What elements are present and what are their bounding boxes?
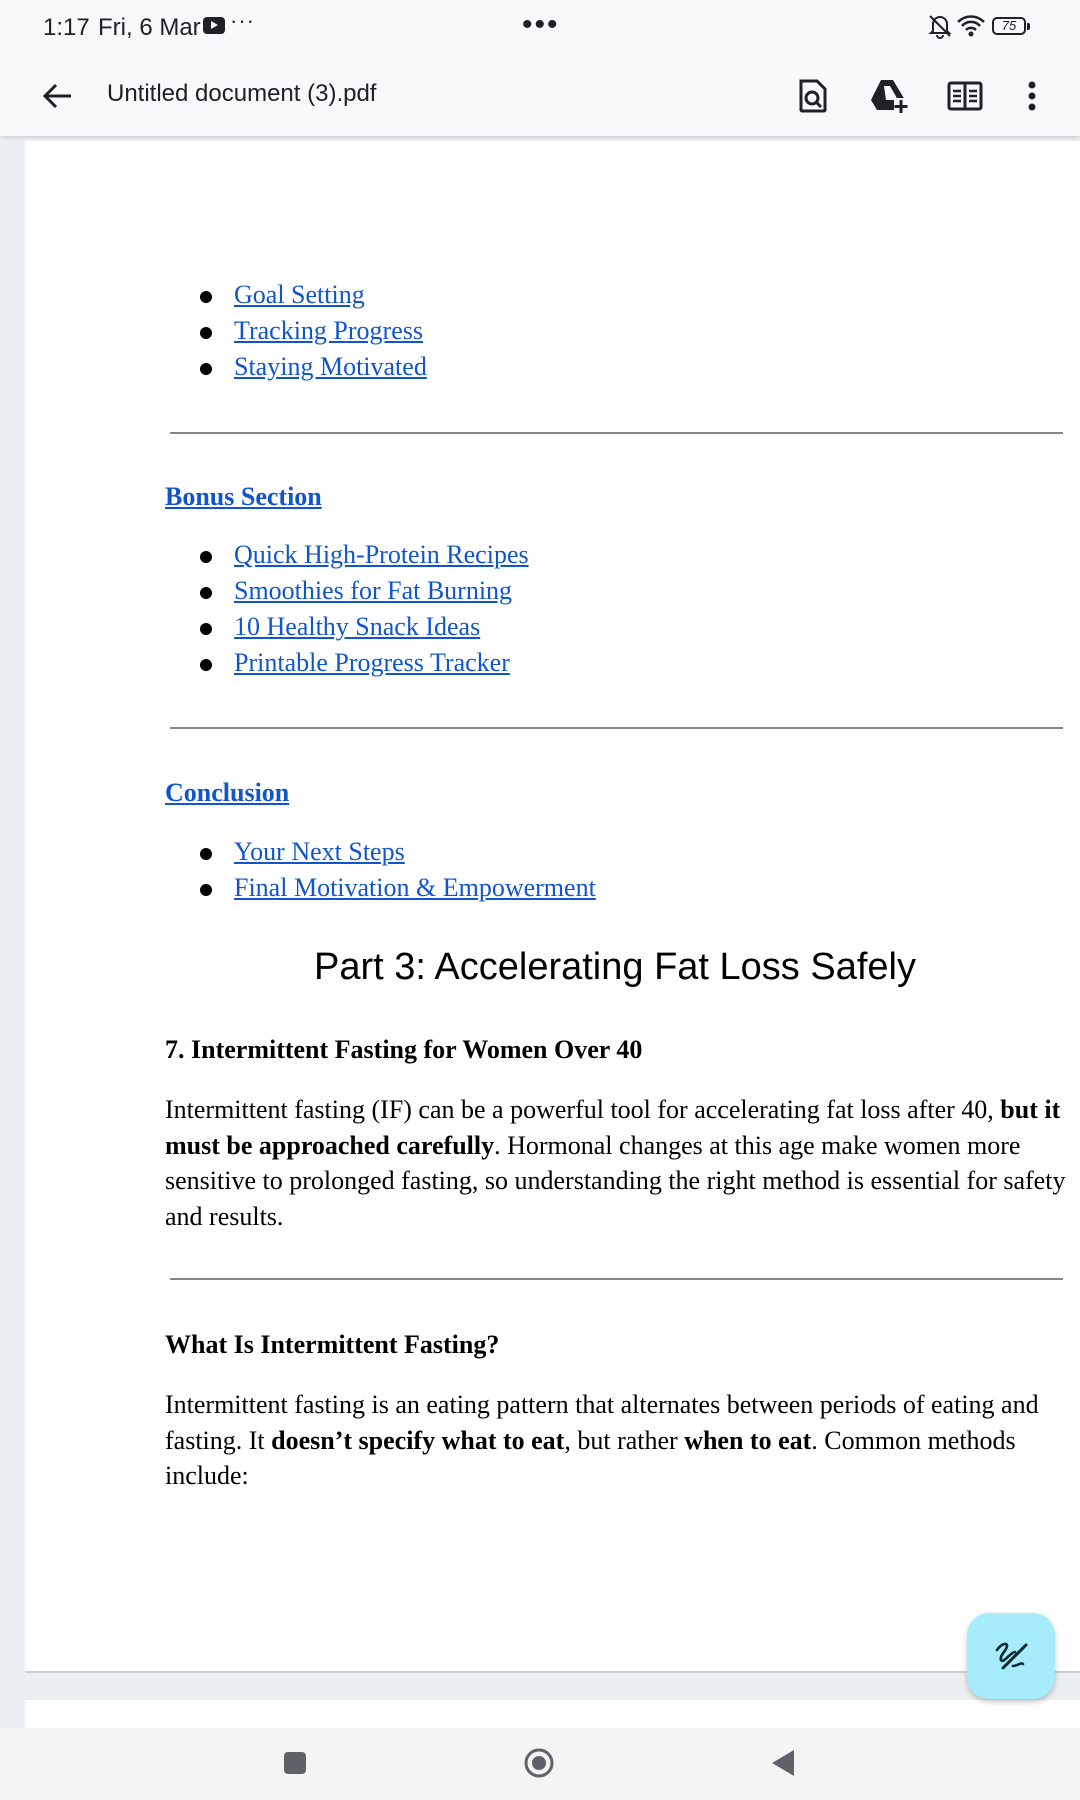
notifications-muted-icon (926, 12, 954, 40)
part-heading: Part 3: Accelerating Fat Loss Safely (314, 946, 916, 988)
back-arrow-icon[interactable] (40, 78, 76, 114)
status-bar (0, 0, 1080, 56)
toc-link[interactable]: Tracking Progress (234, 316, 423, 345)
find-in-file-icon (797, 79, 829, 113)
status-center-dots: ••• (522, 8, 560, 41)
list-item[interactable] (234, 873, 596, 903)
toc-link[interactable]: Quick High-Protein Recipes (234, 540, 529, 569)
more-notifications-icon: ··· (230, 8, 255, 33)
divider (170, 727, 1063, 729)
conclusion-link[interactable]: Conclusion (165, 778, 290, 807)
bullet-icon (200, 327, 212, 339)
reading-mode-button[interactable] (943, 74, 987, 118)
list-item[interactable] (234, 576, 512, 606)
toc-link[interactable]: Printable Progress Tracker (234, 648, 510, 677)
bullet-icon (200, 551, 212, 563)
paragraph-text: Intermittent fasting (IF) can be a powerful tool for accelerating fat loss after 40, (165, 1095, 1001, 1124)
system-nav-bar (0, 1728, 1080, 1800)
list-item[interactable] (234, 612, 480, 642)
paragraph-bold-text: when to eat (684, 1425, 812, 1455)
toc-link[interactable]: Smoothies for Fat Burning (234, 576, 513, 605)
paragraph-bold-text: but it must be approached carefully (165, 1095, 1061, 1160)
list-item[interactable] (234, 837, 405, 867)
bullet-icon (200, 587, 212, 599)
paragraph-bold-text: doesn’t specify what to eat (271, 1425, 565, 1455)
recents-icon[interactable] (284, 1752, 306, 1774)
app-bar (0, 56, 1080, 136)
paragraph-text: . Hormonal changes at this age make women more sensitive to prolonged fasting, so understanding the right method is essential for safety and results. (165, 1130, 1066, 1231)
section-heading: What Is Intermittent Fasting? (165, 1330, 500, 1359)
bullet-icon (200, 623, 212, 635)
toc-link[interactable]: Staying Motivated (234, 352, 427, 381)
toc-link[interactable]: Goal Setting (234, 280, 365, 309)
page-boundary (25, 1671, 1080, 1673)
paragraph-text: Intermittent fasting is an eating pattern that alternates between periods of eating and fasting. It (165, 1390, 1039, 1455)
paragraph (165, 1387, 1075, 1494)
youtube-notification-icon (203, 17, 225, 34)
annotate-button[interactable] (967, 1613, 1055, 1699)
bullet-icon (200, 363, 212, 375)
wifi-icon (956, 13, 986, 39)
divider (170, 432, 1063, 434)
toc-link[interactable]: 10 Healthy Snack Ideas (234, 612, 481, 641)
more-vert-icon (1027, 80, 1037, 112)
status-date: Fri, 6 Mar (98, 14, 201, 41)
paragraph-text: , but rather (564, 1425, 685, 1455)
home-icon[interactable] (523, 1747, 555, 1779)
bullet-icon (200, 659, 212, 671)
bullet-icon (200, 291, 212, 303)
annotate-pen-icon (993, 1638, 1029, 1674)
section-heading: 7. Intermittent Fasting for Women Over 40 (165, 1035, 643, 1064)
bonus-section-link[interactable]: Bonus Section (165, 482, 322, 511)
find-in-file-button[interactable] (791, 74, 835, 118)
next-pdf-page (25, 1700, 1080, 1730)
paragraph (165, 1092, 1075, 1234)
list-item[interactable] (234, 540, 529, 570)
list-item[interactable] (234, 648, 510, 678)
add-to-drive-icon (868, 78, 908, 114)
bullet-icon (200, 884, 212, 896)
list-item[interactable] (234, 316, 423, 346)
toc-link[interactable]: Your Next Steps (234, 837, 405, 866)
list-item[interactable] (234, 352, 427, 382)
document-title: Untitled document (3).pdf (107, 80, 377, 107)
status-time: 1:17 (43, 14, 90, 41)
more-options-button[interactable] (1010, 74, 1054, 118)
divider (170, 1278, 1063, 1280)
add-to-drive-button[interactable] (866, 74, 910, 118)
bullet-icon (200, 848, 212, 860)
list-item[interactable] (234, 280, 365, 310)
paragraph-text: . Common methods include: (165, 1425, 1016, 1490)
back-icon[interactable] (770, 1748, 796, 1778)
battery-icon: 75 (992, 17, 1026, 35)
reading-mode-icon (947, 81, 983, 111)
toc-link[interactable]: Final Motivation & Empowerment (234, 873, 596, 902)
